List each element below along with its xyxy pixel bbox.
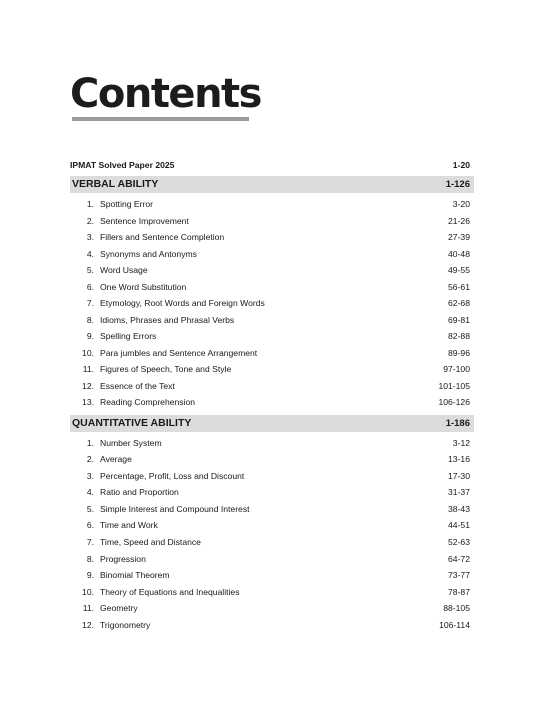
toc-item[interactable] [70, 229, 474, 246]
item-pages: 89-96 [448, 347, 470, 358]
section-pages: 1-186 [445, 417, 470, 429]
item-pages: 40-48 [448, 248, 470, 259]
item-number: 5. [86, 265, 94, 275]
toc-item[interactable] [70, 534, 474, 551]
item-pages: 106-126 [438, 397, 470, 407]
item-pages: 88-105 [443, 603, 470, 614]
toc-item[interactable] [70, 484, 474, 501]
item-pages: 3-12 [452, 437, 470, 448]
item-label: Etymology, Root Words and Foreign Words [100, 298, 265, 308]
item-pages: 97-100 [443, 364, 470, 374]
toc-item[interactable] [70, 361, 474, 378]
toc-item[interactable] [70, 584, 474, 601]
item-pages: 101-105 [438, 380, 470, 391]
toc-entry-pages: 1-20 [452, 160, 470, 170]
section-title: QUANTITATIVE ABILITY [72, 416, 192, 429]
item-number: 8. [86, 314, 94, 325]
toc-item[interactable] [70, 246, 474, 263]
item-number: 4. [86, 487, 94, 498]
item-pages: 62-68 [448, 298, 470, 308]
toc-item[interactable] [70, 451, 474, 468]
item-number: 9. [86, 331, 94, 341]
toc-item[interactable] [70, 551, 474, 568]
item-label: Binomial Theorem [100, 570, 170, 581]
section-pages: 1-126 [445, 179, 470, 190]
item-label: Word Usage [100, 265, 148, 275]
item-number: 2. [86, 215, 94, 226]
toc-item[interactable] [70, 378, 474, 395]
item-pages: 73-77 [448, 570, 470, 581]
toc-item[interactable] [70, 567, 474, 584]
item-number: 8. [86, 553, 94, 564]
item-label: Percentage, Profit, Loss and Discount [100, 470, 245, 481]
toc-item[interactable] [70, 435, 474, 452]
title-underline [72, 117, 249, 121]
item-number: 3. [86, 232, 94, 242]
item-label: Reading Comprehension [100, 397, 196, 407]
toc-item[interactable] [70, 600, 474, 617]
toc-item[interactable] [70, 468, 474, 485]
item-number: 2. [86, 454, 94, 465]
item-number: 5. [86, 503, 94, 514]
item-label: Time and Work [100, 520, 158, 531]
section-header-verbal-ability[interactable] [70, 176, 474, 193]
item-pages: 56-61 [448, 281, 470, 292]
item-label: Idioms, Phrases and Phrasal Verbs [100, 314, 235, 325]
item-pages: 49-55 [448, 265, 470, 275]
item-number: 12. [82, 380, 94, 391]
item-pages: 3-20 [452, 199, 470, 209]
item-number: 6. [86, 281, 94, 292]
item-number: 10. [82, 586, 94, 597]
toc-item[interactable] [70, 517, 474, 534]
item-label: Simple Interest and Compound Interest [100, 503, 250, 514]
item-label: Theory of Equations and Inequalities [100, 586, 240, 597]
item-number: 7. [86, 537, 94, 548]
item-pages: 64-72 [448, 553, 470, 564]
item-pages: 13-16 [448, 454, 470, 465]
section-items-verbal [70, 196, 474, 411]
item-number: 1. [86, 199, 94, 209]
item-label: Essence of the Text [100, 380, 175, 391]
item-label: Geometry [100, 603, 138, 614]
item-pages: 31-37 [448, 487, 470, 498]
item-label: Spotting Error [100, 199, 154, 209]
item-pages: 82-88 [448, 331, 470, 341]
item-number: 13. [82, 397, 94, 407]
item-number: 10. [82, 347, 94, 358]
item-number: 4. [86, 248, 94, 259]
section-items-quantitative [70, 435, 474, 634]
item-number: 11. [82, 603, 94, 614]
toc-item[interactable] [70, 279, 474, 296]
toc-item[interactable] [70, 295, 474, 312]
item-pages: 44-51 [448, 520, 470, 531]
item-pages: 27-39 [448, 232, 470, 242]
item-label: Para jumbles and Sentence Arrangement [100, 347, 258, 358]
item-label: Synonyms and Antonyms [100, 248, 197, 259]
section-header-quantitative-ability[interactable] [70, 415, 474, 432]
item-pages: 17-30 [448, 470, 470, 481]
item-number: 11. [82, 364, 94, 374]
section-title: VERBAL ABILITY [72, 178, 159, 190]
toc-item[interactable] [70, 501, 474, 518]
item-pages: 69-81 [448, 314, 470, 325]
item-label: Time, Speed and Distance [100, 537, 201, 548]
item-number: 3. [86, 470, 94, 481]
toc-entry-solved-paper[interactable] [70, 157, 474, 174]
page-title: Contents [70, 71, 261, 117]
toc-item[interactable] [70, 345, 474, 362]
toc-item[interactable] [70, 213, 474, 230]
toc-entry-label: IPMAT Solved Paper 2025 [70, 160, 175, 170]
item-pages: 21-26 [448, 215, 470, 226]
item-number: 12. [82, 620, 94, 631]
item-label: Average [100, 454, 132, 465]
item-pages: 106-114 [439, 620, 470, 631]
item-label: Trigonometry [100, 620, 151, 631]
toc-item[interactable] [70, 328, 474, 345]
item-label: Fillers and Sentence Completion [100, 232, 225, 242]
item-label: Number System [100, 437, 162, 448]
toc-item[interactable] [70, 617, 474, 634]
item-label: Ratio and Proportion [100, 487, 179, 498]
item-label: One Word Substitution [100, 281, 187, 292]
toc-item[interactable] [70, 196, 474, 213]
item-number: 9. [86, 570, 94, 581]
toc-item[interactable] [70, 394, 474, 411]
toc-item[interactable] [70, 312, 474, 329]
item-label: Spelling Errors [100, 331, 157, 341]
toc-item[interactable] [70, 262, 474, 279]
item-number: 7. [86, 298, 94, 308]
item-pages: 78-87 [448, 586, 470, 597]
item-number: 1. [86, 437, 94, 448]
item-label: Sentence Improvement [100, 215, 189, 226]
item-pages: 38-43 [448, 503, 470, 514]
item-label: Progression [100, 553, 146, 564]
item-pages: 52-63 [448, 537, 470, 548]
item-number: 6. [86, 520, 94, 531]
item-label: Figures of Speech, Tone and Style [100, 364, 232, 374]
table-of-contents [70, 157, 474, 634]
